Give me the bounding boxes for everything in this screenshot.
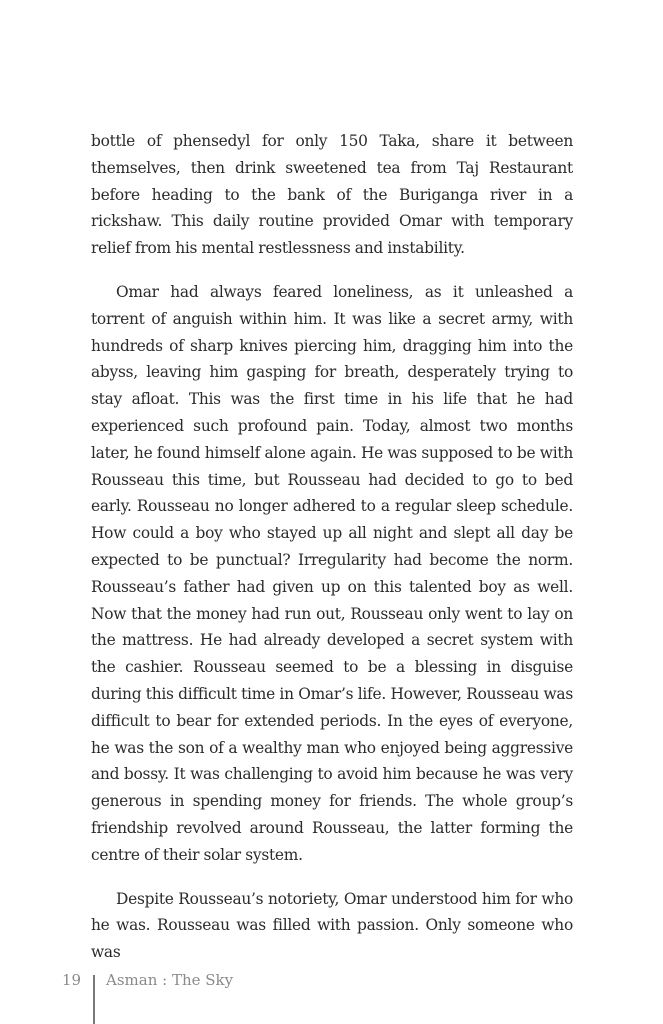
page-footer bbox=[0, 968, 663, 1024]
footer-divider bbox=[93, 975, 95, 1024]
body-text bbox=[91, 128, 573, 983]
paragraph-continuation: bottle of phensedyl for only 150 Taka, share it between themselves, then drink sweetened tea from Taj Restaurant before heading to the bank of the Buriganga river in a rickshaw. This daily routine provided Omar with temporary relief from his mental restlessness and instability. bbox=[91, 132, 573, 258]
page-number: 19 bbox=[62, 971, 82, 989]
paragraph-loneliness: Omar had always feared loneliness, as it unleashed a torrent of anguish within him. It was like a secret army, with hundreds of sharp knives piercing him, dragging him into the abyss, leaving him gasping for breath, desperately trying to stay afloat. This was the first time in his life that he had experienced such profound pain. Today, almost two months later, he found himself alone again. He was supposed to be with Rousseau this time, but Rousseau had decided to go to bed early. Rousseau no longer adhered to a regular sleep schedule. How could a boy who stayed up all night and slept all day be expected to be punctual? Irregularity had become the norm. Rousseau’s father had given up on this talented boy as well. Now that the money had run out, Rousseau only went to lay on the mattress. He had already developed a secret system with the cashier. Rousseau seemed to be a blessing in disguise during this difficult time in Omar’s life. However, Rousseau was difficult to bear for extended periods. In the eyes of everyone, he was the son of a wealthy man who enjoyed being aggressive and bossy. It was challenging to avoid him because he was very generous in spending money for friends. The whole group’s friendship revolved around Rousseau, the latter forming the centre of their solar system. bbox=[91, 282, 573, 864]
running-title: Asman : The Sky bbox=[106, 971, 234, 989]
paragraph-notoriety: Despite Rousseau’s notoriety, Omar understood him for who he was. Rousseau was filled with passion. Only someone who was bbox=[91, 889, 573, 962]
